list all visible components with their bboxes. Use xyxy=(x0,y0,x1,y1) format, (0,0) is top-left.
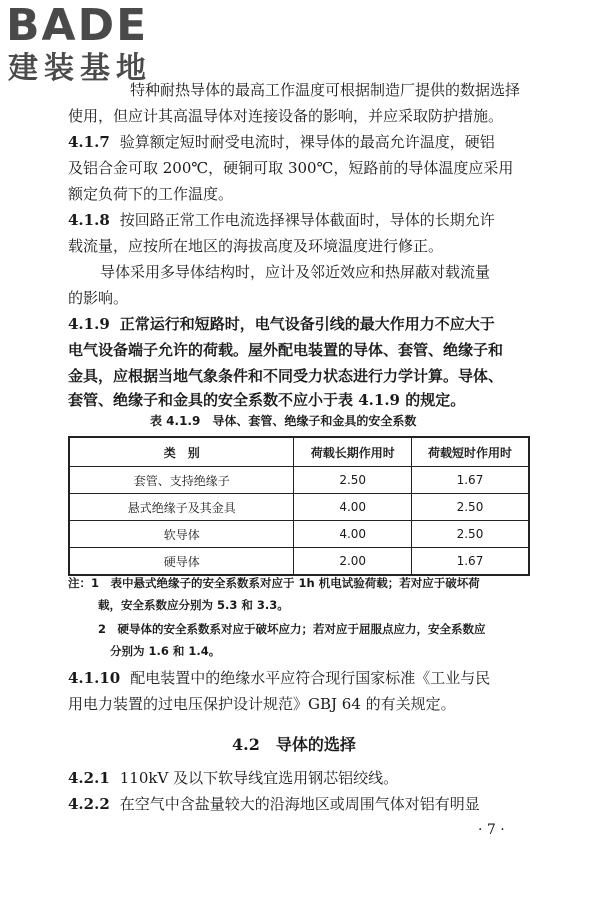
clause-4-1-9-line-1 xyxy=(68,314,495,334)
clause-4-1-8b-line-1: 导体采用多导体结构时，应计及邻近效应和热屏蔽对载流量 xyxy=(100,263,491,281)
clause-number: 4.1.9 xyxy=(68,315,110,333)
header-long-term: 荷载长期作用时 xyxy=(294,437,412,467)
clause-text: 在空气中含盐量较大的沿海地区或周围气体对铝有明显 xyxy=(119,795,480,813)
logo-main-text: BADE xyxy=(6,0,149,51)
cell-category: 软导体 xyxy=(69,521,294,548)
clause-number: 4.1.8 xyxy=(68,211,110,229)
clause-4-1-9-line-2: 电气设备端子允许的荷载。屋外配电装置的导体、套管、绝缘子和 xyxy=(68,341,504,359)
table-row xyxy=(69,521,529,548)
clause-4-1-9-line-3: 金具，应根据当地气象条件和不同受力状态进行力学计算。导体、 xyxy=(68,367,504,385)
cell-short-term: 1.67 xyxy=(411,467,529,494)
clause-4-1-10-line-2: 用电力装置的过电压保护设计规范》GBJ 64 的有关规定。 xyxy=(68,695,456,713)
table-row xyxy=(69,548,529,576)
clause-4-2-2 xyxy=(68,794,480,814)
cell-long-term: 2.50 xyxy=(294,467,412,494)
cell-long-term: 4.00 xyxy=(294,494,412,521)
safety-factor-table xyxy=(68,436,530,576)
cell-short-term: 2.50 xyxy=(411,494,529,521)
cell-long-term: 2.00 xyxy=(294,548,412,576)
clause-4-1-10-line-1 xyxy=(68,668,490,688)
clause-text: 正常运行和短路时，电气设备引线的最大作用力不应大于 xyxy=(119,315,495,333)
cell-category: 硬导体 xyxy=(69,548,294,576)
note-1-line-2: 载，安全系数应分别为 5.3 和 3.3。 xyxy=(98,598,289,612)
header-short-term: 荷载短时作用时 xyxy=(411,437,529,467)
table-row xyxy=(69,494,529,521)
clause-4-1-9-line-4: 套管、绝缘子和金具的安全系数不应小于表 4.1.9 的规定。 xyxy=(68,391,466,409)
cell-short-term: 1.67 xyxy=(411,548,529,576)
note-2-line-1: 2 硬导体的安全系数系对应于破坏应力；若对应于屈服点应力，安全系数应 xyxy=(98,622,486,636)
table-row xyxy=(69,467,529,494)
clause-4-1-8-line-1 xyxy=(68,210,495,230)
clause-text: 按回路正常工作电流选择裸导体截面时，导体的长期允许 xyxy=(119,211,495,229)
note-2-line-2: 分别为 1.6 和 1.4。 xyxy=(110,644,221,658)
clause-number: 4.1.7 xyxy=(68,133,110,151)
note-1-line-1: 注：1 表中悬式绝缘子的安全系数系对应于 1h 机电试验荷载；若对应于破坏荷 xyxy=(68,576,480,590)
table-caption: 表 4.1.9 导体、套管、绝缘子和金具的安全系数 xyxy=(150,414,417,428)
clause-number: 4.1.10 xyxy=(68,669,121,687)
clause-4-1-7-line-3: 额定负荷下的工作温度。 xyxy=(68,185,234,203)
header-category: 类 别 xyxy=(69,437,294,467)
clause-number: 4.2.2 xyxy=(68,795,110,813)
clause-4-1-7-line-2: 及铝合金可取 200℃，硬铜可取 300℃，短路前的导体温度应采用 xyxy=(68,159,514,177)
clause-text: 配电装置中的绝缘水平应符合现行国家标准《工业与民 xyxy=(130,669,491,687)
bade-logo xyxy=(6,0,206,90)
clause-text: 验算额定短时耐受电流时，裸导体的最高允许温度，硬铝 xyxy=(119,133,495,151)
clause-4-2-1 xyxy=(68,768,398,788)
page-number: · 7 · xyxy=(478,822,505,838)
intro-line-2: 使用，但应计其高温导体对连接设备的影响，并应采取防护措施。 xyxy=(68,107,504,125)
cell-category: 套管、支持绝缘子 xyxy=(69,467,294,494)
table-header-row xyxy=(69,437,529,467)
clause-4-1-8-line-2: 载流量，应按所在地区的海拔高度及环境温度进行修正。 xyxy=(68,237,444,255)
clause-number: 4.2.1 xyxy=(68,769,110,787)
cell-short-term: 2.50 xyxy=(411,521,529,548)
section-title: 4.2 导体的选择 xyxy=(232,735,356,754)
clause-4-1-8b-line-2: 的影响。 xyxy=(68,289,129,307)
clause-text: 110kV 及以下软导线宜选用钢芯铝绞线。 xyxy=(119,769,399,787)
clause-4-1-7-line-1 xyxy=(68,132,495,152)
intro-line-1: 特种耐热导体的最高工作温度可根据制造厂提供的数据选择 xyxy=(130,81,521,99)
cell-category: 悬式绝缘子及其金具 xyxy=(69,494,294,521)
cell-long-term: 4.00 xyxy=(294,521,412,548)
logo-sub-text: 建装基地 xyxy=(8,51,152,86)
